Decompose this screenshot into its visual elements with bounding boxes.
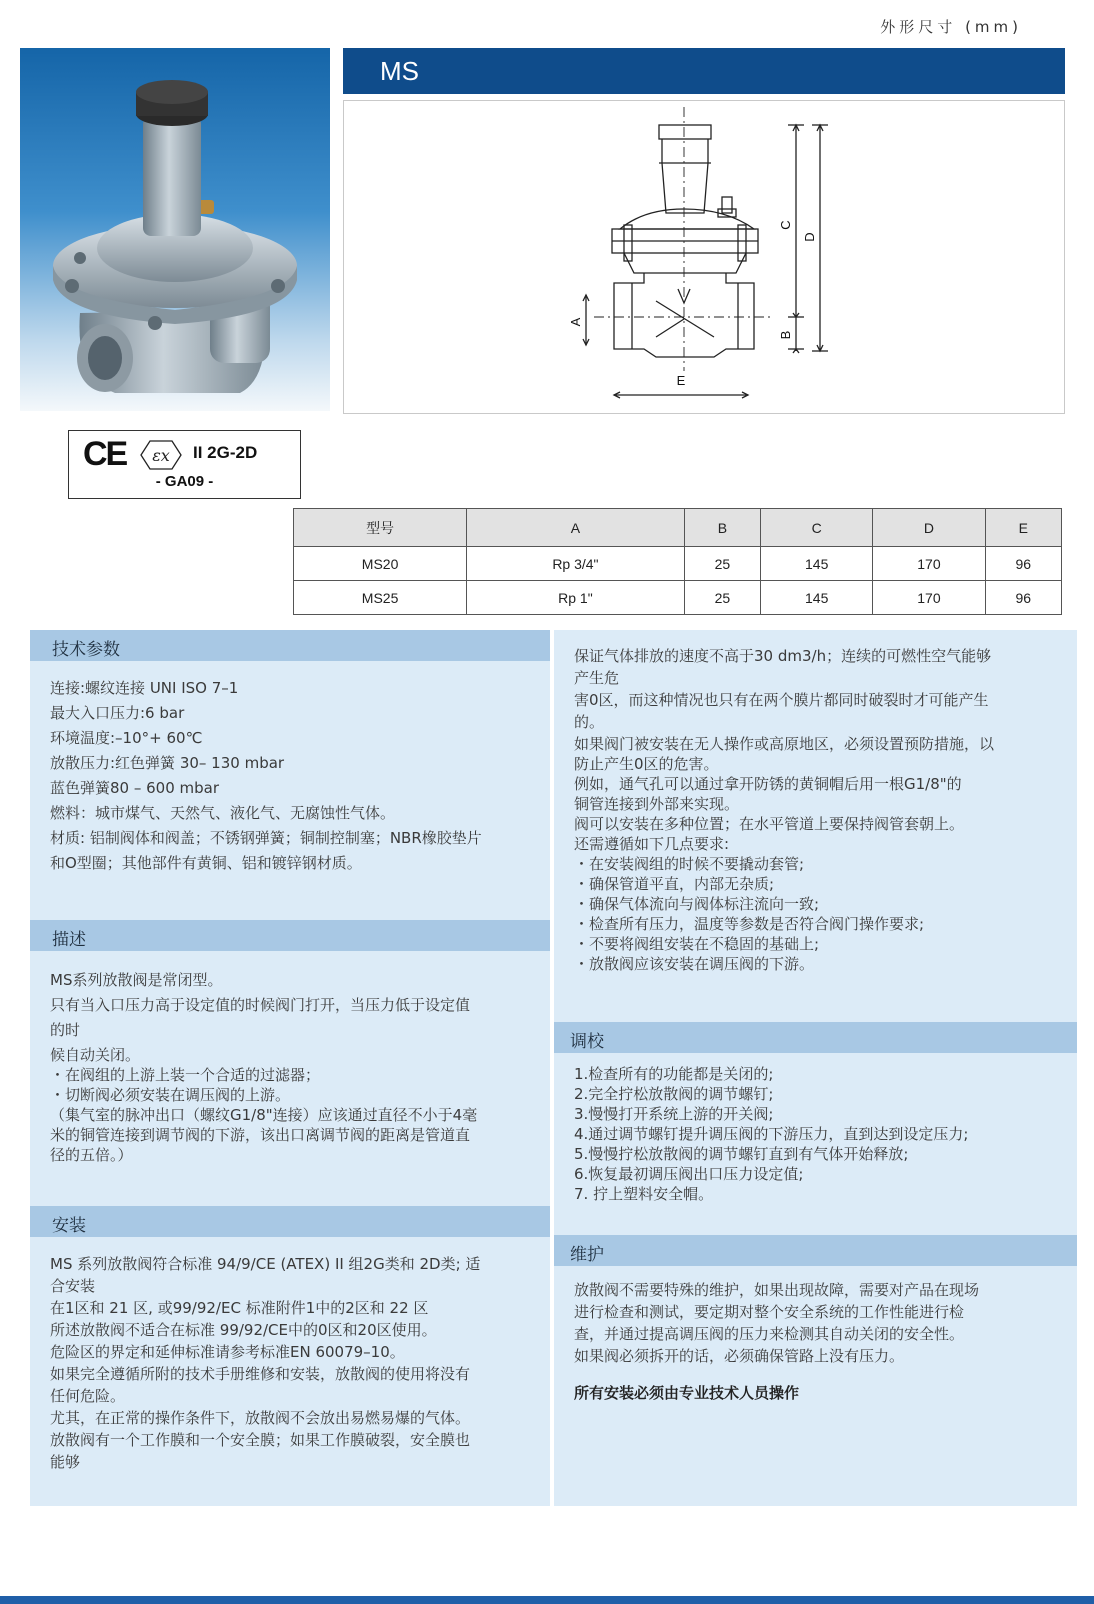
dimension-table bbox=[293, 508, 1062, 615]
table-cell: 25 bbox=[684, 581, 760, 615]
install-cont-line: 例如，通气孔可以通过拿开防锈的黄铜帽后用一根G1/8"的 bbox=[574, 775, 962, 793]
maint-line: 放散阀不需要特殊的维护，如果出现故障，需要对产品在现场 bbox=[574, 1281, 980, 1299]
install-cont-line: 还需遵循如下几点要求: bbox=[574, 835, 730, 853]
table-row bbox=[294, 581, 1062, 615]
maint-line: 如果阀必须拆开的话，必须确保管路上没有压力。 bbox=[574, 1347, 905, 1365]
desc-line: 径的五倍。） bbox=[50, 1146, 133, 1164]
table-cell: 96 bbox=[985, 581, 1061, 615]
install-line: 能够 bbox=[50, 1453, 81, 1471]
table-header: A bbox=[467, 509, 685, 547]
dim-label-e: E bbox=[676, 373, 686, 388]
tech-line: 和O型圈；其他部件有黄铜、铝和镀锌钢材质。 bbox=[50, 854, 362, 872]
install-cont-line: 防止产生0区的危害。 bbox=[574, 755, 719, 773]
install-line: 所述放散阀不适合在标准 99/92/CE中的0区和20区使用。 bbox=[50, 1321, 437, 1339]
install-cont-line: 产生危 bbox=[574, 669, 620, 687]
tech-line: 环境温度:–10°+ 60℃ bbox=[50, 729, 203, 747]
tech-line: 连接:螺纹连接 UNI ISO 7–1 bbox=[50, 679, 239, 697]
dim-label-c: C bbox=[778, 220, 793, 230]
install-line: 任何危险。 bbox=[50, 1387, 126, 1405]
cert-code: - GA09 - bbox=[155, 473, 214, 490]
table-header-row bbox=[294, 509, 1062, 547]
model-title: MS bbox=[380, 56, 419, 86]
valve-photo-illustration bbox=[20, 48, 330, 411]
atex-category: II 2G-2D bbox=[193, 443, 258, 462]
table-header: 型号 bbox=[294, 509, 467, 547]
section-title-install: 安装 bbox=[30, 1206, 550, 1237]
table-cell: 170 bbox=[873, 547, 985, 581]
atex-hexagon-icon bbox=[139, 439, 183, 471]
calib-line: 7. 拧上塑料安全帽。 bbox=[574, 1185, 714, 1203]
table-header: E bbox=[985, 509, 1061, 547]
install-line: 合安装 bbox=[50, 1277, 96, 1295]
maint-line: 查，并通过提高调压阀的压力来检测其自动关闭的安全性。 bbox=[574, 1325, 965, 1343]
tech-line: 放散压力:红色弹簧 30– 130 mbar bbox=[50, 754, 285, 772]
table-cell: 170 bbox=[873, 581, 985, 615]
desc-line: ・在阀组的上游上装一个合适的过滤器； bbox=[50, 1066, 321, 1084]
table-cell: 96 bbox=[985, 547, 1061, 581]
left-panel bbox=[30, 630, 550, 1506]
install-cont-line: ・不要将阀组安装在不稳固的基础上; bbox=[574, 935, 820, 953]
calib-line: 5.慢慢拧松放散阀的调节螺钉直到有气体开始释放; bbox=[574, 1145, 909, 1163]
section-title-desc: 描述 bbox=[30, 920, 550, 951]
install-cont-line: 的。 bbox=[574, 713, 605, 731]
dimension-drawing-svg bbox=[344, 101, 1064, 413]
install-cont-line: ・检查所有压力，温度等参数是否符合阀门操作要求; bbox=[574, 915, 925, 933]
installation-continued bbox=[574, 646, 994, 974]
dimension-drawing bbox=[343, 100, 1065, 414]
right-panel bbox=[554, 630, 1077, 1506]
install-cont-line: ・确保气体流向与阀体标注流向一致; bbox=[574, 895, 820, 913]
section-title-maint: 维护 bbox=[554, 1235, 1077, 1266]
tech-line: 蓝色弹簧80 – 600 mbar bbox=[50, 779, 220, 797]
install-line: MS 系列放散阀符合标准 94/9/CE (ATEX) II 组2G类和 2D类; 适 bbox=[50, 1255, 481, 1273]
maintenance bbox=[574, 1280, 979, 1403]
table-row bbox=[294, 547, 1062, 581]
install-cont-line: 阀可以安装在多种位置；在水平管道上要保持阀管套朝上。 bbox=[574, 815, 965, 833]
table-header: C bbox=[761, 509, 873, 547]
ce-mark: CE bbox=[83, 435, 127, 473]
desc-line: 的时 bbox=[50, 1021, 81, 1039]
installation bbox=[50, 1254, 480, 1472]
install-cont-line: 保证气体排放的速度不高于30 dm3/h；连续的可燃性空气能够 bbox=[574, 647, 992, 665]
product-photo bbox=[20, 48, 330, 411]
install-cont-line: 害0区，而这种情况也只有在两个膜片都同时破裂时才可能产生 bbox=[574, 691, 989, 709]
ex-symbol: εx bbox=[152, 446, 170, 465]
tech-line: 最大入口压力:6 bar bbox=[50, 704, 185, 722]
install-cont-line: ・在安装阀组的时候不要撬动套管; bbox=[574, 855, 805, 873]
desc-line: 只有当入口压力高于设定值的时候阀门打开，当压力低于设定值 bbox=[50, 996, 471, 1014]
tech-params bbox=[50, 678, 482, 873]
install-line: 如果完全遵循所附的技术手册维修和安装，放散阀的使用将没有 bbox=[50, 1365, 471, 1383]
maint-line: 进行检查和测试，要定期对整个安全系统的工作性能进行检 bbox=[574, 1303, 965, 1321]
table-cell: MS25 bbox=[294, 581, 467, 615]
footer-bar bbox=[0, 1596, 1094, 1604]
table-cell: MS20 bbox=[294, 547, 467, 581]
install-line: 危险区的界定和延伸标准请参考标准EN 60079–10。 bbox=[50, 1343, 405, 1361]
description bbox=[50, 970, 477, 1165]
desc-line: ・切断阀必须安装在调压阀的上游。 bbox=[50, 1086, 291, 1104]
table-cell: Rp 1" bbox=[467, 581, 685, 615]
install-line: 在1区和 21 区, 或99/92/EC 标准附件1中的2区和 22 区 bbox=[50, 1299, 429, 1317]
section-title-tech: 技术参数 bbox=[30, 630, 550, 661]
desc-line: （集气室的脉冲出口（螺纹G1/8"连接）应该通过直径不小于4毫 bbox=[50, 1106, 478, 1124]
dim-label-b: B bbox=[778, 330, 793, 340]
certification-box bbox=[68, 430, 301, 499]
calib-line: 1.检查所有的功能都是关闭的; bbox=[574, 1065, 774, 1083]
calib-line: 3.慢慢打开系统上游的开关阀; bbox=[574, 1105, 774, 1123]
dimension-caption: 外形尺寸 (mm) bbox=[880, 18, 1022, 36]
desc-line: 米的铜管连接到调节阀的下游，该出口离调节阀的距离是管道直 bbox=[50, 1126, 471, 1144]
install-cont-line: ・放散阀应该安装在调压阀的下游。 bbox=[574, 955, 815, 973]
table-cell: 145 bbox=[761, 581, 873, 615]
desc-line: 候自动关闭。 bbox=[50, 1046, 141, 1064]
calib-line: 4.通过调节螺钉提升调压阀的下游压力，直到达到设定压力; bbox=[574, 1125, 969, 1143]
install-cont-line: ・确保管道平直，内部无杂质; bbox=[574, 875, 775, 893]
install-cont-line: 如果阀门被安装在无人操作或高原地区，必须设置预防措施，以 bbox=[574, 735, 995, 753]
tech-line: 材质: 铝制阀体和阀盖；不锈钢弹簧；铜制控制塞；NBR橡胶垫片 bbox=[50, 829, 482, 847]
table-cell: 25 bbox=[684, 547, 760, 581]
desc-line: MS系列放散阀是常闭型。 bbox=[50, 971, 223, 989]
dim-label-a: A bbox=[568, 317, 583, 327]
install-line: 尤其，在正常的操作条件下，放散阀不会放出易燃易爆的气体。 bbox=[50, 1409, 471, 1427]
model-title-bar bbox=[343, 48, 1065, 94]
install-cont-line: 铜管连接到外部来实现。 bbox=[574, 795, 740, 813]
tech-line: 燃料：城市煤气、天然气、液化气、无腐蚀性气体。 bbox=[50, 804, 396, 822]
table-header: B bbox=[684, 509, 760, 547]
table-header: D bbox=[873, 509, 985, 547]
calib-line: 2.完全拧松放散阀的调节螺钉; bbox=[574, 1085, 774, 1103]
safety-note: 所有安装必须由专业技术人员操作 bbox=[574, 1384, 800, 1402]
install-line: 放散阀有一个工作膜和一个安全膜；如果工作膜破裂，安全膜也 bbox=[50, 1431, 471, 1449]
calibration bbox=[574, 1064, 968, 1204]
dim-label-d: D bbox=[802, 232, 817, 242]
section-title-calib: 调校 bbox=[554, 1022, 1077, 1053]
calib-line: 6.恢复最初调压阀出口压力设定值; bbox=[574, 1165, 804, 1183]
table-cell: Rp 3/4" bbox=[467, 547, 685, 581]
table-cell: 145 bbox=[761, 547, 873, 581]
